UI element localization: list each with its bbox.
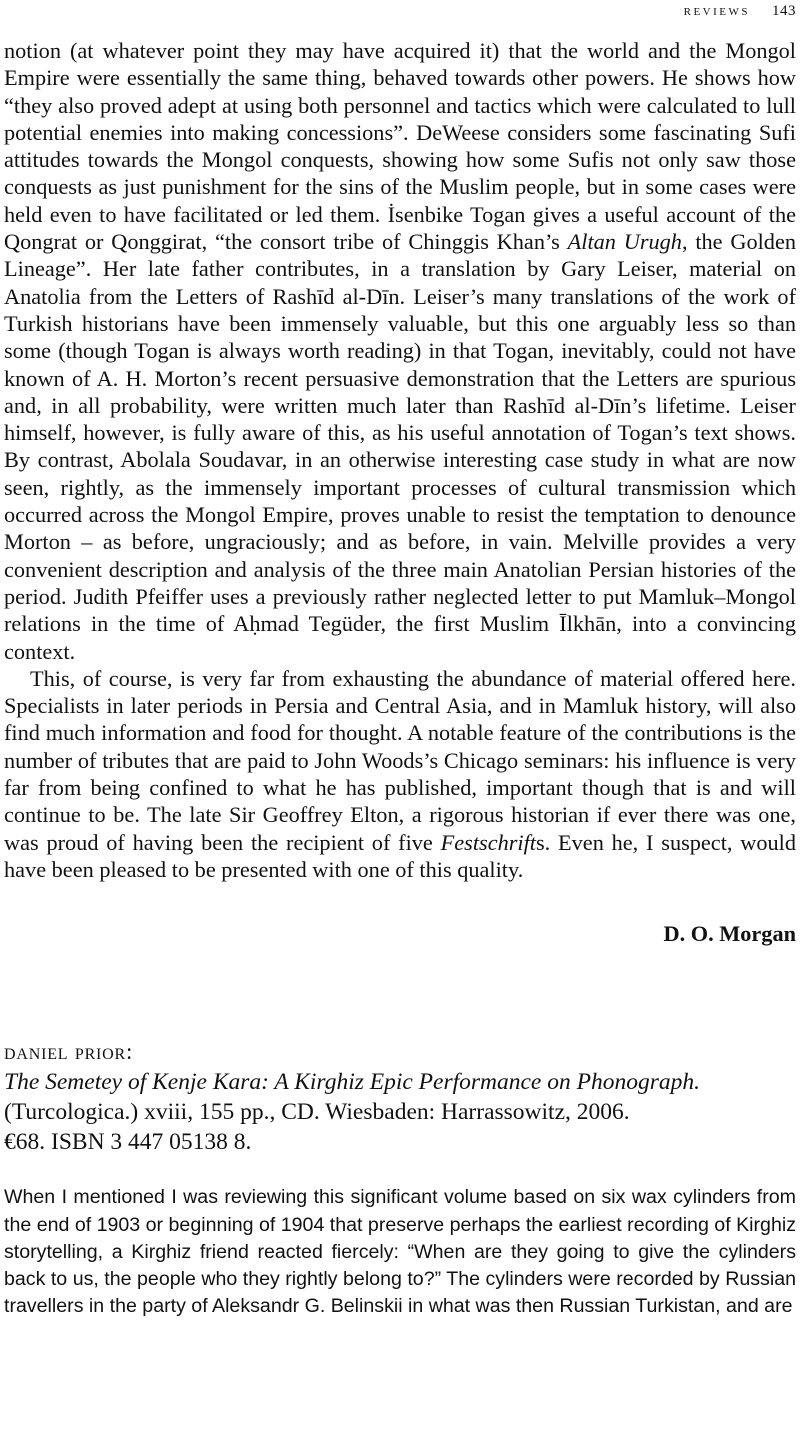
running-header bbox=[684, 0, 796, 22]
book-author: daniel prior: bbox=[4, 1039, 134, 1065]
italic-title: Altan Urugh bbox=[567, 229, 682, 255]
review-morgan bbox=[4, 37, 796, 947]
paragraph-text: s. Even he, I suspect, would have been pleased to be presented with one of this quality. bbox=[4, 829, 797, 882]
publication-price-isbn: €68. ISBN 3 447 05138 8. bbox=[4, 1129, 252, 1156]
book-citation bbox=[4, 1037, 796, 1157]
book-title: The Semetey of Kenje Kara: A Kirghiz Epic Performance on Phonograph. bbox=[4, 1069, 700, 1096]
paragraph-text: , the Golden Lineage”. Her late father contributes, in a translation by Gary Leiser, material on Anatolia from the Letters of Rashīd al-Dīn. Leiser’s many translations of the work of Turkish historians have been immensely valuable, but this one arguably less so than some (though Togan is always worth reading) in that Togan, inevitably, could not have known of A. H. Morton’s recent persuasive demonstration that the Letters are spurious and, in all probability, were written much later than Rashīd al-Dīn’s lifetime. Leiser himself, however, is fully aware of this, as his useful annotation of Togan’s text shows. By contrast, Abolala Soudavar, in an otherwise interesting case study in what are now seen, rightly, as the immensely important processes of cultural transmission which occurred across the Mongol Empire, proves unable to resist the temptation to denounce Morton – as before, ungraciously; and as before, in vain. Melville provides a very convenient description and analysis of the three main Anatolian Persian histories of the period. Judith Pfeiffer uses a previously rather neglected letter to put Mamluk–Mongol relations in the time of Aḥmad Tegüder, the first Muslim Īlkhān, into a convincing context. bbox=[4, 229, 796, 664]
review-paragraph bbox=[4, 665, 796, 883]
reviewer-signature: D. O. Morgan bbox=[663, 921, 796, 947]
review-paragraph: When I mentioned I was reviewing this significant volume based on six wax cylinders from the end of 1903 or beginning of 1904 that preserve perhaps the earliest recording of Kirghiz storytelling, a Kirghiz friend reacted fiercely: “When are they going to give the cylinders back to us, the people who they rightly belong to?” The cylinders were recorded by Russian travellers in the party of Aleksandr G. Belinskii in what was then Russian Turkistan, and are bbox=[4, 1186, 796, 1318]
paragraph-text: notion (at whatever point they may have acquired it) that the world and the Mongol Empire were essentially the same thing, behaved towards other powers. He shows how “they also proved adept at using both personnel and tactics which were calculated to lull potential enemies into making concessions”. DeWeese considers some fascinating Sufi attitudes towards the Mongol conquests, showing how some Sufis not only saw those conquests as just punishment for the sins of the Muslim people, but in some cases were held even to have facilitated or led them. İsenbike Togan gives a useful account of the Qongrat or Qonggirat, “the consort tribe of Chinggis Khan’s bbox=[4, 38, 796, 255]
italic-term: Festschrift bbox=[440, 829, 536, 855]
paragraph-text: This, of course, is very far from exhausting the abundance of material offered here. Specialists in later periods in Persia and Central Asia, and in Mamluk history, will also find much information and food for thought. A notable feature of the contributions is the number of tributes that are paid to John Woods’s Chicago seminars: his influence is very far from being confined to what he has published, important though that is and will continue to be. The late Sir Geoffrey Elton, a rigorous historian if ever there was one, was proud of having been the recipient of five bbox=[4, 665, 796, 855]
page-content bbox=[4, 37, 796, 1321]
section-label: reviews bbox=[683, 3, 750, 19]
review-paragraph bbox=[4, 37, 796, 665]
publication-details: (Turcologica.) xviii, 155 pp., CD. Wiesbaden: Harrassowitz, 2006. bbox=[4, 1099, 630, 1126]
page-number: 143 bbox=[772, 3, 796, 19]
